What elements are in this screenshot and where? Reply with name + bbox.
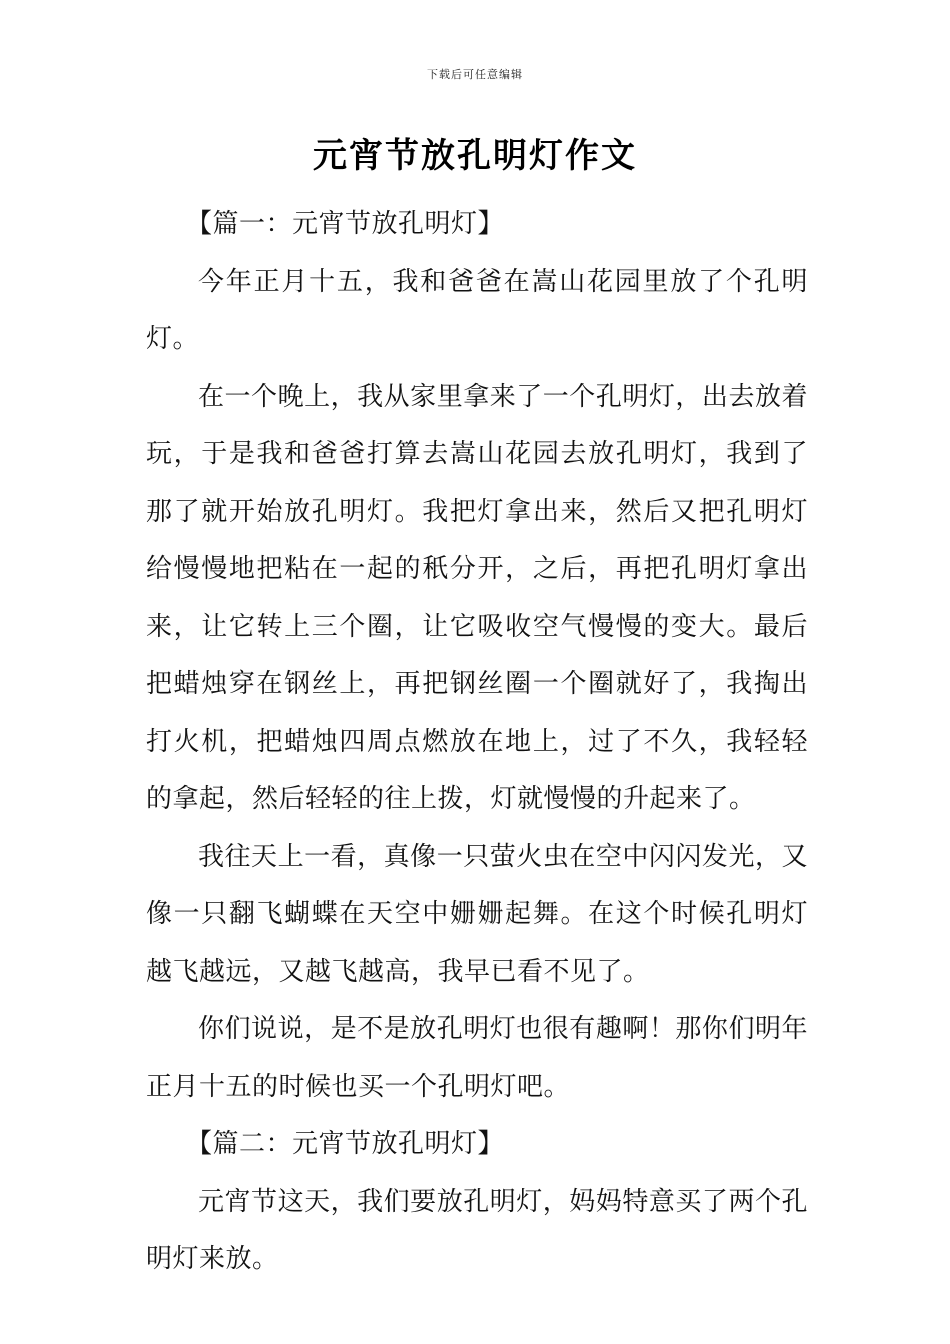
document-title: 元宵节放孔明灯作文 bbox=[313, 136, 637, 176]
paragraph: 元宵节这天，我们要放孔明灯，妈妈特意买了两个孔明灯来放。 bbox=[146, 1186, 808, 1274]
paragraph: 今年正月十五，我和爸爸在嵩山花园里放了个孔明灯。 bbox=[146, 266, 808, 354]
paragraph: 在一个晚上，我从家里拿来了一个孔明灯，出去放着玩，于是我和爸爸打算去嵩山花园去放孔明灯，我到了那了就开始放孔明灯。我把灯拿出来，然后又把孔明灯给慢慢地把粘在一起的秖分开，之后，再把孔明灯拿出来，让它转上三个圈，让它吸收空气慢慢的变大。最后把蜡烛穿在钢丝上，再把钢丝圈一个圈就好了，我掏出打火机，把蜡烛四周点燃放在地上，过了不久，我轻轻的拿起，然后轻轻的往上拨，灯就慢慢的升起来了。 bbox=[146, 381, 808, 814]
document-body bbox=[146, 196, 808, 1289]
section-heading-2: 【篇二：元宵节放孔明灯】 bbox=[186, 1129, 505, 1159]
paragraph: 你们说说，是不是放孔明灯也很有趣啊！那你们明年正月十五的时候也买一个孔明灯吧。 bbox=[146, 1014, 808, 1102]
header-note: 下载后可任意编辑 bbox=[427, 68, 523, 81]
section-heading-1: 【篇一：元宵节放孔明灯】 bbox=[186, 209, 505, 239]
paragraph: 我往天上一看，真像一只萤火虫在空中闪闪发光，又像一只翻飞蝴蝶在天空中姗姗起舞。在这个时候孔明灯越飞越远，又越飞越高，我早已看不见了。 bbox=[146, 841, 808, 987]
